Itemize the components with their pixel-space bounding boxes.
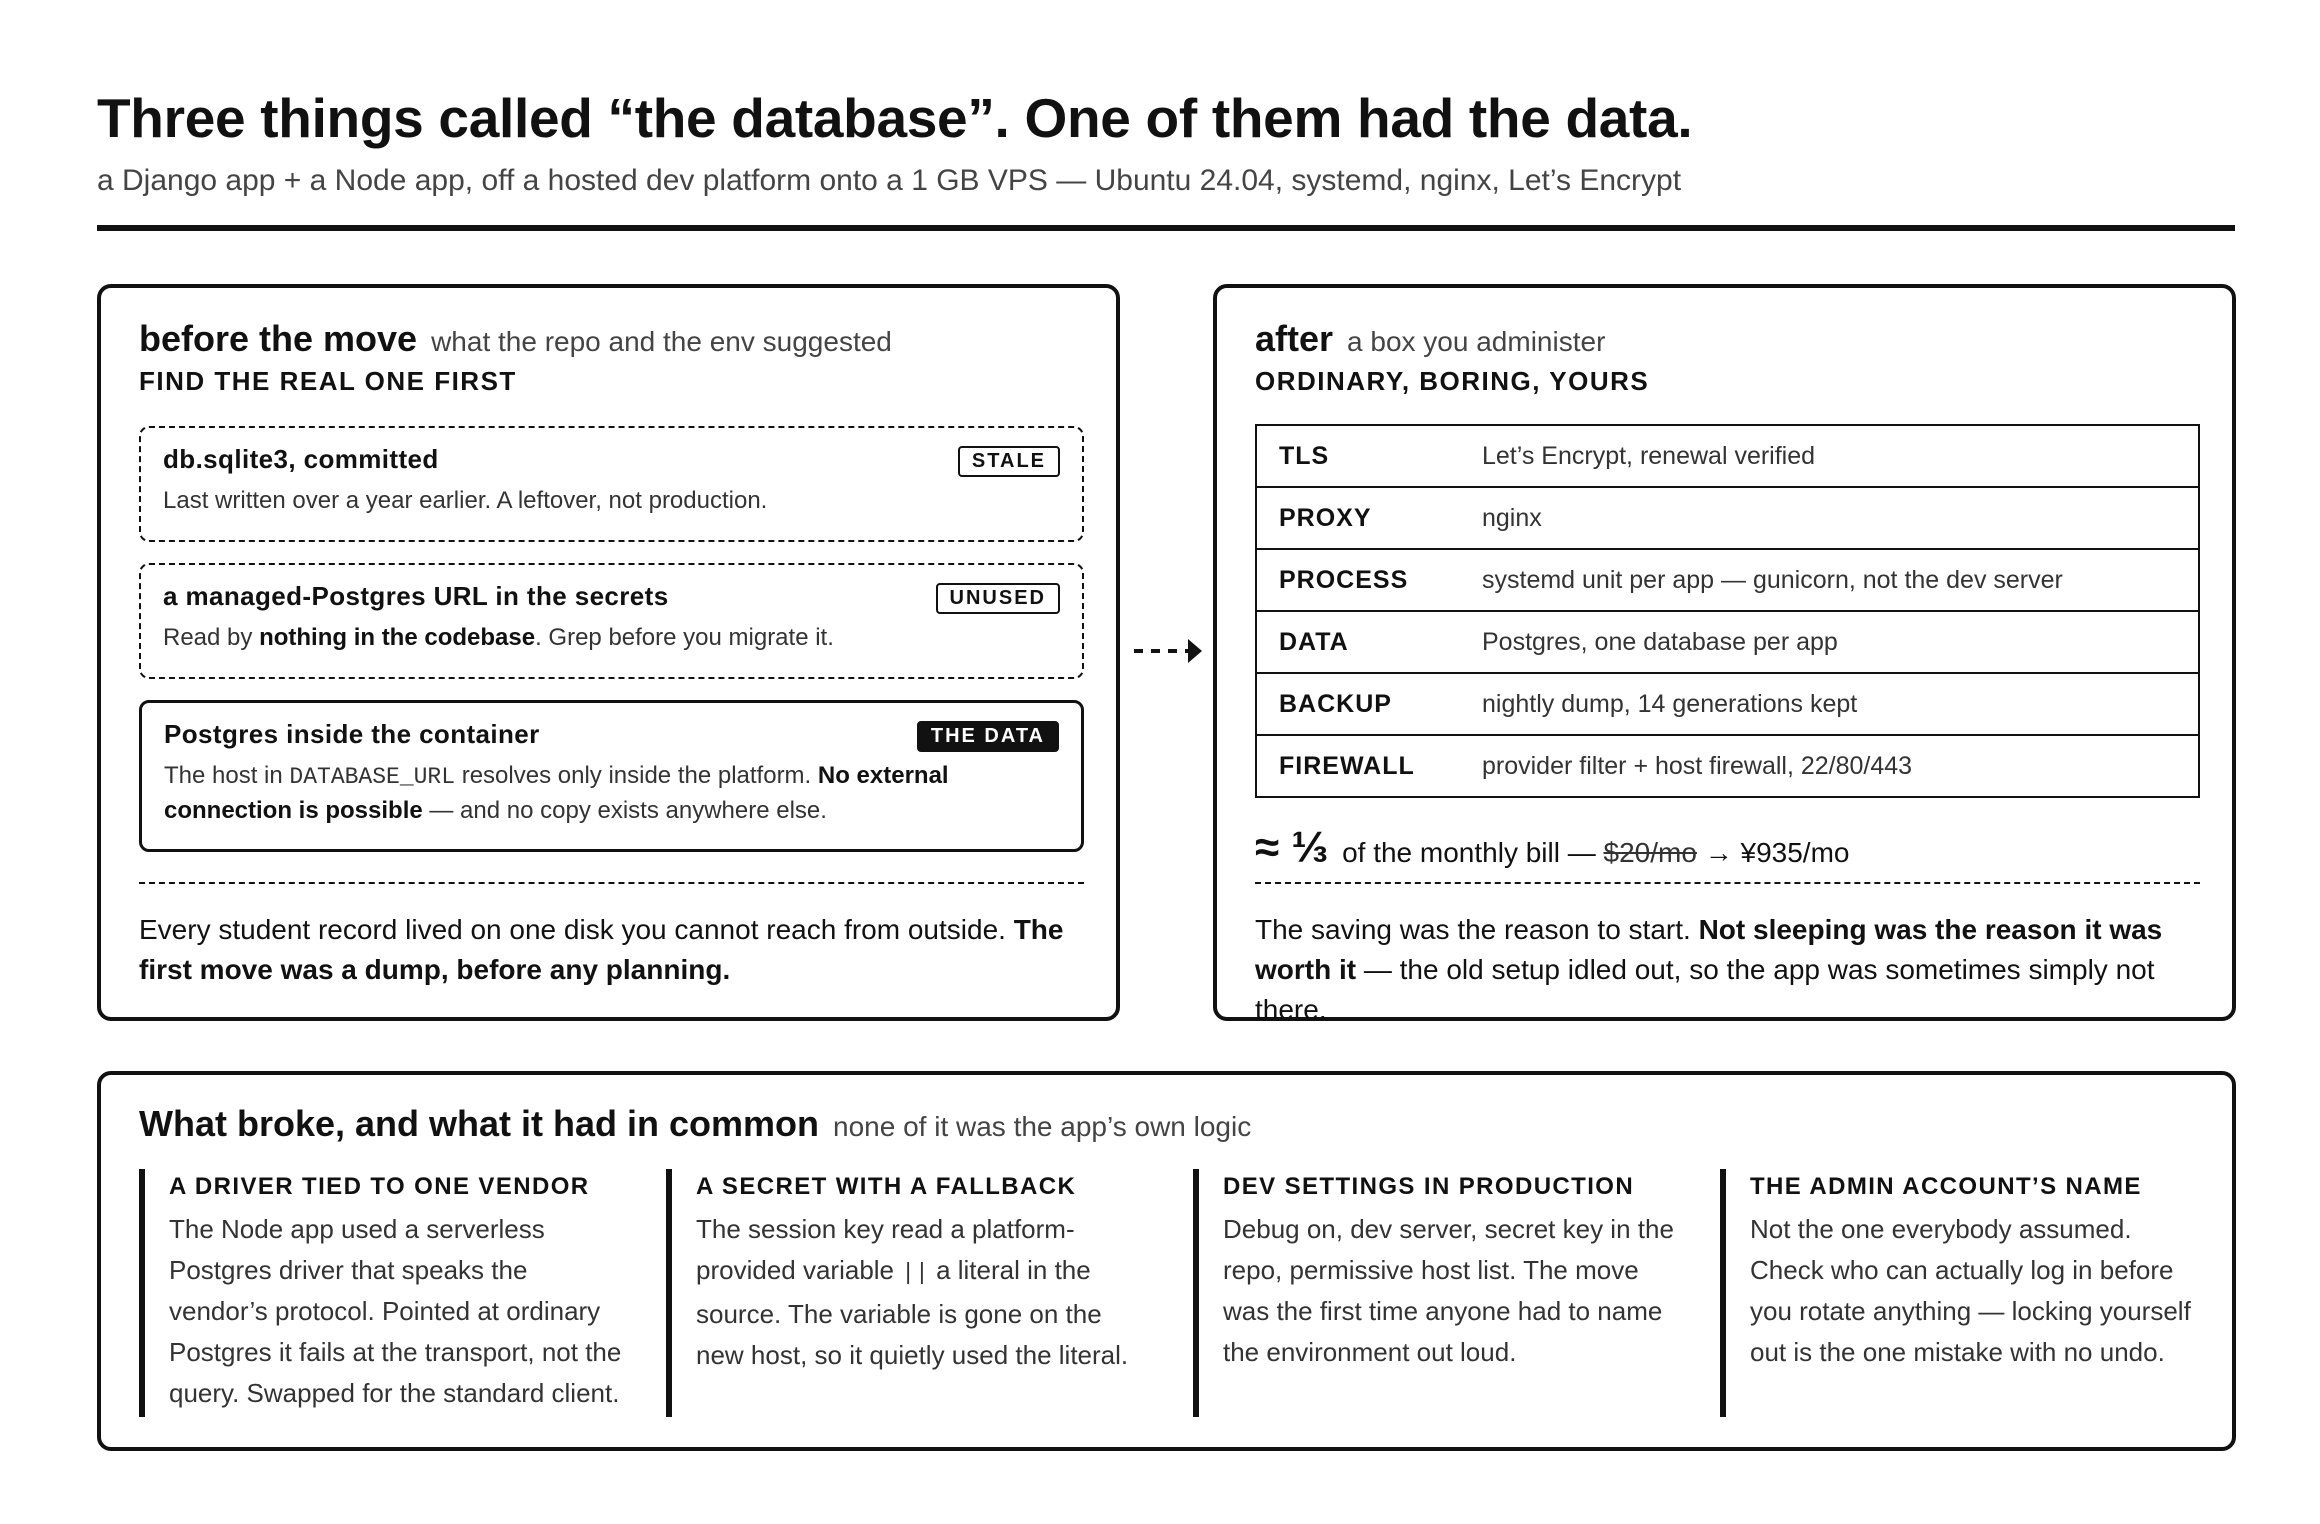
list-item [666,1169,1146,1417]
card-title: a managed-Postgres URL in the secrets [163,581,669,611]
list-item [1193,1169,1673,1417]
page-subtitle: a Django app + a Node app, off a hosted dev platform onto a 1 GB VPS — Ubuntu 24.04, systemd, nginx, Let’s Encrypt [97,164,1682,197]
item-body: Debug on, dev server, secret key in the repo, permissive host list. The move was the first time anyone had to name the environment out loud. [1223,1214,1674,1367]
list-item [1720,1169,2200,1417]
row-key: BACKUP [1256,673,1460,735]
divider [1255,882,2200,884]
table-row [1256,611,2199,673]
bill-new-price: ¥935/mo [1740,837,1850,868]
header-rule [97,225,2235,231]
config-table [1255,424,2200,798]
before-note: what the repo and the env suggested [431,326,892,357]
after-panel [1213,284,2236,1025]
card-managed-postgres [139,563,1084,679]
table-row [1256,673,2199,735]
card-title: db.sqlite3, committed [163,444,439,474]
card-body: Last written over a year earlier. A leftover, not production. [163,487,768,514]
item-title: A SECRET WITH A FALLBACK [696,1173,1077,1200]
status-badge-the-data: THE DATA [917,721,1059,752]
divider [139,882,1084,884]
row-key: DATA [1256,611,1460,673]
table-row [1256,425,2199,487]
card-body: Read by nothing in the codebase. Grep before you migrate it. [163,624,834,651]
card-sqlite [139,426,1084,542]
after-footer: The saving was the reason to start. Not sleeping was the reason it was worth it — the old setup idled out, so the app was sometimes simply not there. [1255,914,2163,1025]
broke-heading: What broke, and what it had in common [139,1103,820,1144]
card-body: The host in DATABASE_URL resolves only inside the platform. No external connection is possible — and no copy exists anywhere else. [164,762,949,824]
bill-line [1255,823,1849,873]
table-row [1256,549,2199,611]
item-body: The session key read a platform-provided variable || a literal in the source. The variable is gone on the new host, so it quietly used the literal. [696,1214,1129,1370]
status-badge-unused: UNUSED [936,583,1060,614]
after-heading: after [1255,318,1334,359]
before-heading-row [139,318,892,360]
or-operator-code: || [901,1260,929,1286]
status-badge-stale: STALE [958,446,1060,477]
before-footer: Every student record lived on one disk you cannot reach from outside. The first move was a dump, before any planning. [139,914,1064,985]
dashed-arrow-right-icon [1130,636,1202,666]
row-value: provider filter + host firewall, 22/80/443 [1460,735,2199,797]
before-heading: before the move [139,318,418,359]
item-title: A DRIVER TIED TO ONE VENDOR [169,1173,590,1200]
item-title: THE ADMIN ACCOUNT’S NAME [1750,1173,2142,1200]
before-panel [97,284,1120,1021]
table-row [1256,487,2199,549]
row-value: nightly dump, 14 generations kept [1460,673,2199,735]
row-key: FIREWALL [1256,735,1460,797]
after-note: a box you administer [1347,326,1606,357]
row-key: TLS [1256,425,1460,487]
what-broke-panel [97,1071,2236,1451]
card-title: Postgres inside the container [164,719,540,749]
row-value: nginx [1460,487,2199,549]
bill-fraction: ≈ ⅓ [1255,823,1329,872]
broke-heading-row [139,1103,1251,1145]
env-var-code: DATABASE_URL [289,764,456,790]
row-value: systemd unit per app — gunicorn, not the dev server [1460,549,2199,611]
item-title: DEV SETTINGS IN PRODUCTION [1223,1173,1635,1200]
row-value: Let’s Encrypt, renewal verified [1460,425,2199,487]
bill-text: of the monthly bill — $20/mo → ¥935/mo [1342,837,1850,868]
table-row [1256,735,2199,797]
row-key: PROXY [1256,487,1460,549]
after-kicker: ORDINARY, BORING, YOURS [1255,366,1650,396]
after-heading-row [1255,318,1605,360]
row-value: Postgres, one database per app [1460,611,2199,673]
item-body: Not the one everybody assumed. Check who can actually log in before you rotate anything — locking yourself out is the one mistake with no undo. [1750,1214,2191,1367]
bill-old-price: $20/mo [1603,837,1697,868]
page-title: Three things called “the database”. One of them had the data. [97,87,1693,149]
item-body: The Node app used a serverless Postgres driver that speaks the vendor’s protocol. Pointed at ordinary Postgres it fails at the transport, not the query. Swapped for the standard client. [169,1214,622,1408]
row-key: PROCESS [1256,549,1460,611]
before-kicker: FIND THE REAL ONE FIRST [139,366,517,396]
card-container-postgres [139,700,1084,852]
list-item [139,1169,622,1417]
broke-note: none of it was the app’s own logic [833,1111,1252,1142]
